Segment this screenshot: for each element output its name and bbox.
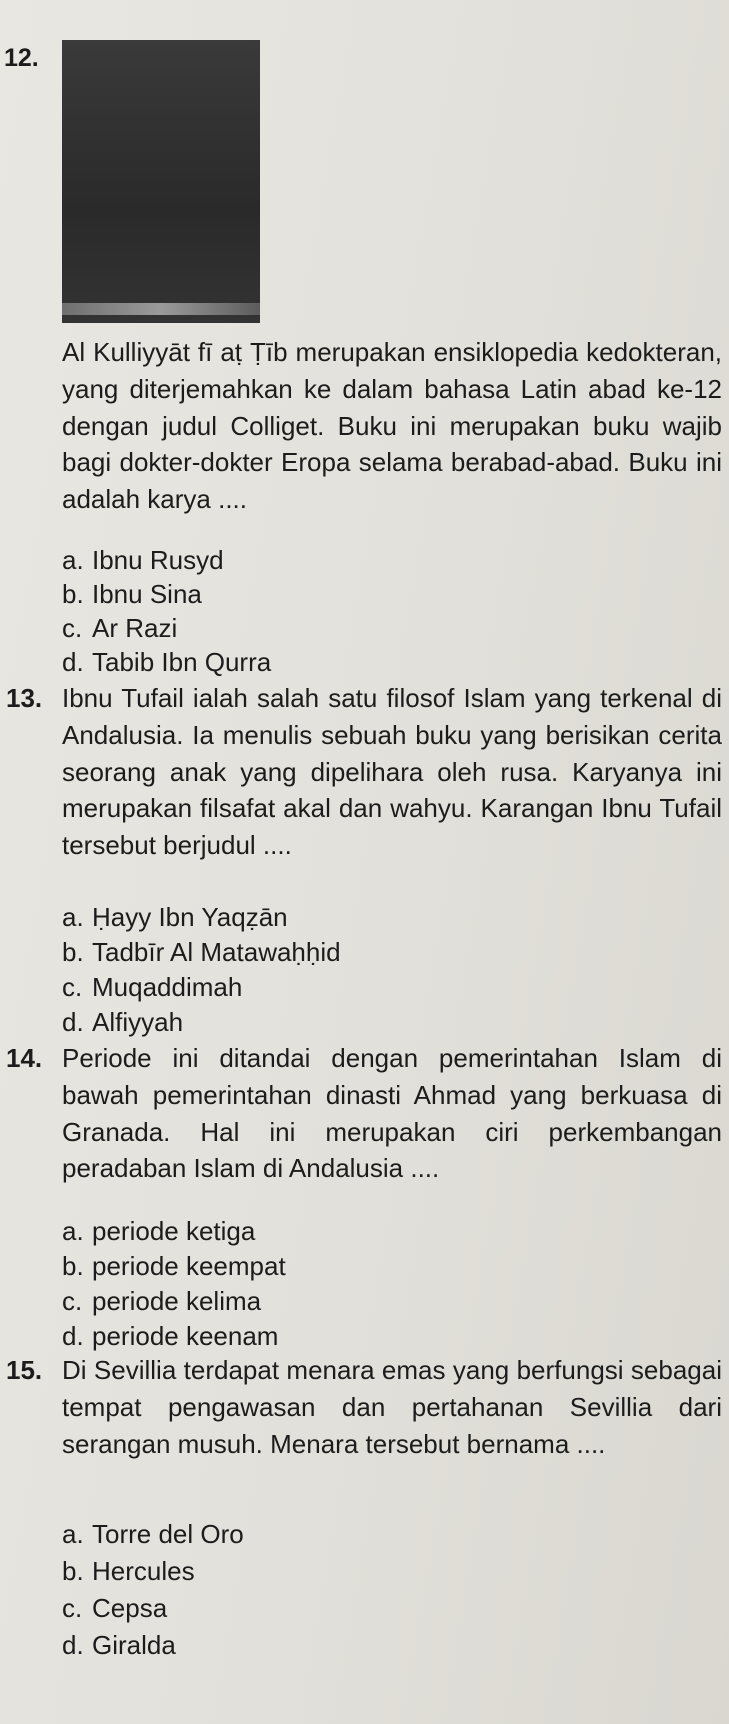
option-text: periode ketiga [92,1216,256,1246]
option-text: Ibnu Sina [92,579,202,609]
question-14-text: Periode ini ditandai dengan pemerintahan Islam di bawah pemerintahan dinasti Ahmad yang berkuasa di Granada. Hal ini merupakan ciri perkembangan peradaban Islam di Andalusia .... [62,1043,722,1184]
option-letter: c. [62,1593,83,1623]
question-15-option-d[interactable] [62,1627,176,1663]
option-letter: b. [62,579,84,609]
option-letter: d. [62,1007,84,1037]
option-text: Cepsa [92,1593,168,1623]
option-letter: a. [62,902,84,932]
question-14-option-d[interactable] [62,1318,278,1354]
option-letter: a. [62,1216,84,1246]
option-text: Giralda [92,1630,176,1660]
question-14-option-c[interactable] [62,1283,261,1319]
option-text: periode keempat [92,1251,286,1281]
question-13-option-b[interactable] [62,934,341,970]
option-letter: c. [62,972,83,1002]
option-letter: c. [62,1286,83,1316]
question-13-option-a[interactable] [62,899,288,935]
option-text: Muqaddimah [92,972,243,1002]
question-14-option-a[interactable] [62,1213,255,1249]
question-12-option-b[interactable] [62,576,202,612]
image-caption-strip [62,303,260,315]
question-14-number: 14. [6,1043,43,1073]
option-text: periode kelima [92,1286,262,1316]
option-letter: b. [62,1556,84,1586]
question-14-option-b[interactable] [62,1248,286,1284]
question-15-option-b[interactable] [62,1553,195,1589]
question-12-option-a[interactable] [62,542,224,578]
question-12-number: 12. [4,44,39,72]
question-13-option-c[interactable] [62,969,242,1005]
question-13-number: 13. [6,683,43,713]
option-text: Ar Razi [92,613,178,643]
option-letter: c. [62,613,83,643]
option-text: Ibnu Rusyd [92,545,224,575]
option-text: Tadbīr Al Matawaḥḥid [92,937,341,967]
question-15-number: 15. [6,1355,43,1385]
question-15-option-c[interactable] [62,1590,167,1626]
question-13-text: Ibnu Tufail ialah salah satu filosof Islam yang terkenal di Andalusia. Ia menulis sebuah buku yang berisikan cerita seorang anak yang dipelihara oleh rusa. Karyanya ini merupakan filsafat akal dan wahyu. Karangan Ibnu Tufail tersebut berjudul .... [62,683,722,861]
option-letter: a. [62,1519,84,1549]
question-15-text: Di Sevillia terdapat menara emas yang berfungsi sebagai tempat pengawasan dan pertahanan Sevillia dari serangan musuh. Menara tersebut bernama .... [62,1355,722,1459]
option-text: Tabib Ibn Qurra [92,647,272,677]
question-15-option-a[interactable] [62,1516,244,1552]
option-letter: d. [62,1630,84,1660]
question-12-text: Al Kulliyyāt fī aṭ Ṭīb merupakan ensiklopedia kedokteran, yang diterjemahkan ke dalam bahasa Latin abad ke-12 dengan judul Colliget. Buku ini merupakan buku wajib bagi dokter-dokter Eropa selama berabad-abad. Buku ini adalah karya .... [62,337,722,515]
option-letter: b. [62,937,84,967]
option-letter: d. [62,647,84,677]
book-cover-image [62,40,260,323]
question-13-option-d[interactable] [62,1004,183,1040]
option-text: Torre del Oro [92,1519,244,1549]
option-text: Ḥayy Ibn Yaqẓān [92,902,288,932]
option-letter: d. [62,1321,84,1351]
option-letter: b. [62,1251,84,1281]
question-12-option-d[interactable] [62,644,271,680]
option-letter: a. [62,545,84,575]
option-text: Alfiyyah [92,1007,184,1037]
question-12-option-c[interactable] [62,610,177,646]
option-text: periode keenam [92,1321,279,1351]
option-text: Hercules [92,1556,195,1586]
